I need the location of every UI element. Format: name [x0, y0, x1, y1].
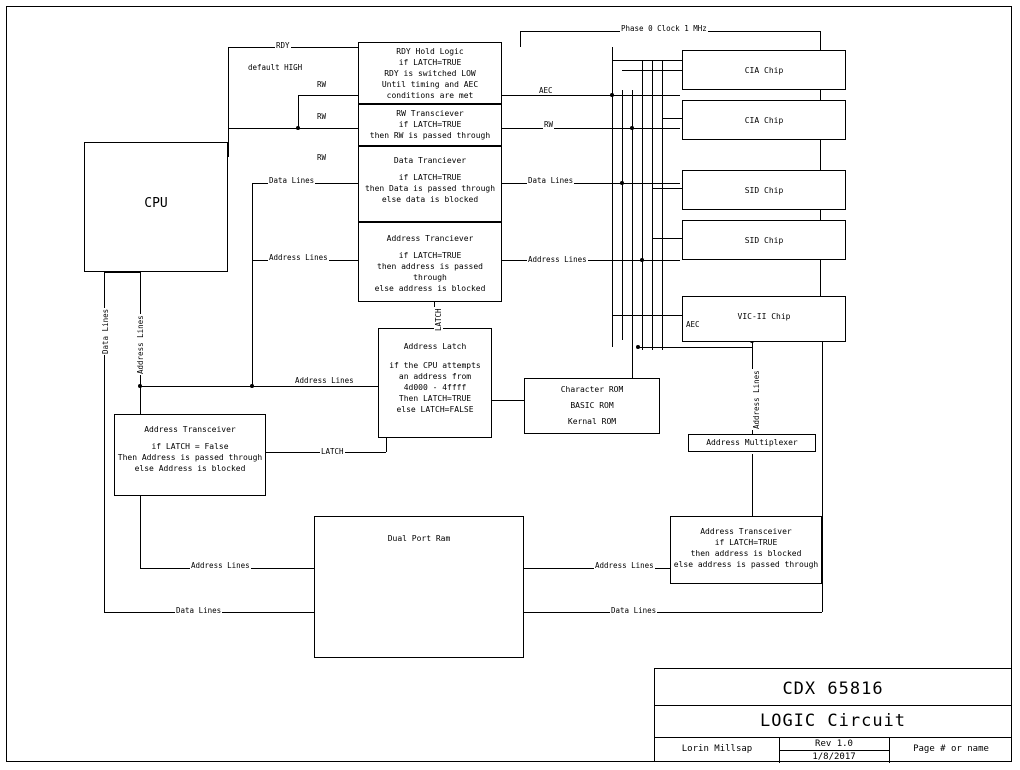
wire-chip-2	[622, 70, 682, 71]
bus-v6	[662, 60, 663, 350]
wire-rw-v1	[298, 95, 299, 128]
block-cia-chip-2[interactable]: CIA Chip	[682, 100, 846, 140]
title-block-revision: Rev 1.0	[815, 739, 853, 749]
junction-aec	[610, 93, 614, 97]
block-address-transceiver-right[interactable]: Address Transceiver if LATCH=TRUE then address is blocked else address is passed through	[670, 516, 822, 584]
bus-v5	[652, 60, 653, 350]
wire-rw-right	[500, 128, 680, 129]
wire-addr-latch-in	[140, 386, 378, 387]
wire-aec-top	[500, 95, 680, 96]
wire-vic	[612, 315, 682, 316]
block-address-transceiver-left[interactable]: Address Transceiver if LATCH = False Then Address is passed through else Address is blocked	[114, 414, 266, 496]
block-rom-group[interactable]: Character ROM BASIC ROM Kernal ROM	[524, 378, 660, 434]
block-rw-transciever[interactable]: RW Transciever if LATCH=TRUE then RW is passed through	[358, 104, 502, 146]
bus-v3	[632, 90, 633, 380]
label-address-lines-bottom-left: Address Lines	[191, 561, 250, 570]
wire-cia2	[662, 118, 682, 119]
label-aec-vic: AEC	[686, 320, 700, 329]
wire-rw-1	[298, 95, 358, 96]
label-address-lines-vertical: Address Lines	[136, 315, 145, 374]
wire-addr-mux-top	[638, 347, 752, 348]
title-block-page: Page # or name	[913, 744, 989, 754]
block-data-transciever[interactable]: Data Tranciever if LATCH=TRUE then Data is passed through else data is blocked	[358, 146, 502, 222]
junction-rw-bus	[630, 126, 634, 130]
label-phase0: Phase 0 Clock 1 MHz	[621, 24, 707, 33]
wire-sid2	[652, 238, 682, 239]
wire-chip-1	[612, 60, 682, 61]
wire-cpu-bottom	[104, 272, 140, 273]
wire-addr-cpu-v	[252, 183, 253, 386]
label-latch-vertical: LATCH	[434, 308, 443, 331]
wire-latch-rom	[492, 400, 524, 401]
wire-rdy-v	[228, 47, 229, 157]
title-block-author: Lorin Millsap	[681, 744, 753, 754]
junction-mux	[636, 345, 640, 349]
wire-data-bottom-right	[524, 612, 822, 613]
wire-right-edge-down	[822, 341, 823, 612]
label-rw-1: RW	[317, 80, 327, 89]
label-address-lines-vertical-right: Address Lines	[752, 370, 761, 429]
label-address-lines-left: Address Lines	[269, 253, 328, 262]
title-block-date: 1/8/2017	[812, 752, 856, 762]
block-address-transciever-top[interactable]: Address Tranciever if LATCH=TRUE then address is passed through else address is blocked	[358, 222, 502, 302]
label-data-lines-left: Data Lines	[269, 176, 315, 185]
block-sid-chip-1[interactable]: SID Chip	[682, 170, 846, 210]
block-cia-chip-1[interactable]: CIA Chip	[682, 50, 846, 90]
block-cpu[interactable]: CPU	[84, 142, 228, 272]
label-address-lines-right: Address Lines	[528, 255, 587, 264]
label-aec-top: AEC	[539, 86, 553, 95]
junction-addr-mid	[250, 384, 254, 388]
label-address-lines-bottom-right: Address Lines	[595, 561, 654, 570]
junction-data-bus	[620, 181, 624, 185]
block-address-multiplexer[interactable]: Address Multiplexer	[688, 434, 816, 452]
wire-rdy	[228, 47, 358, 48]
block-vic-chip[interactable]: VIC-II Chip	[682, 296, 846, 342]
title-block	[654, 668, 1012, 762]
label-rdy: RDY	[276, 41, 290, 50]
wire-sid1	[652, 188, 682, 189]
label-address-lines-latch: Address Lines	[295, 376, 354, 385]
block-rdy-hold-logic[interactable]: RDY Hold Logic if LATCH=TRUE RDY is switched LOW Until timing and AEC conditions are met	[358, 42, 502, 104]
block-sid-chip-2[interactable]: SID Chip	[682, 220, 846, 260]
title-block-title: CDX 65816	[782, 679, 884, 699]
label-rw-3: RW	[317, 153, 327, 162]
wire-mux-down	[752, 454, 753, 520]
label-default-high: default HIGH	[248, 63, 303, 72]
label-rw-right: RW	[544, 120, 554, 129]
bus-v4	[642, 60, 643, 350]
wire-addrtx-down	[140, 496, 141, 568]
label-data-lines-right: Data Lines	[528, 176, 574, 185]
label-data-lines-vertical: Data Lines	[101, 308, 110, 354]
wire-phase0-down-left	[520, 31, 521, 47]
label-rw-2: RW	[317, 112, 327, 121]
block-dual-port-ram[interactable]: Dual Port Ram	[314, 516, 524, 658]
label-latch: LATCH	[321, 447, 344, 456]
bus-v1	[612, 47, 613, 347]
junction-addr-latch	[138, 384, 142, 388]
wire-rw-2	[228, 128, 358, 129]
junction-addr-bus	[640, 258, 644, 262]
label-data-lines-bottom-left: Data Lines	[176, 606, 222, 615]
tb-divider-2	[655, 737, 1011, 738]
tb-divider-1	[655, 705, 1011, 706]
tb-divider-4	[779, 750, 889, 751]
junction-rw	[296, 126, 300, 130]
label-data-lines-bottom-right: Data Lines	[611, 606, 657, 615]
title-block-subtitle: LOGIC Circuit	[759, 711, 907, 731]
block-address-latch[interactable]: Address Latch if the CPU attempts an address from 4d000 - 4ffff Then LATCH=TRUE else LATCH=FALSE	[378, 328, 492, 438]
